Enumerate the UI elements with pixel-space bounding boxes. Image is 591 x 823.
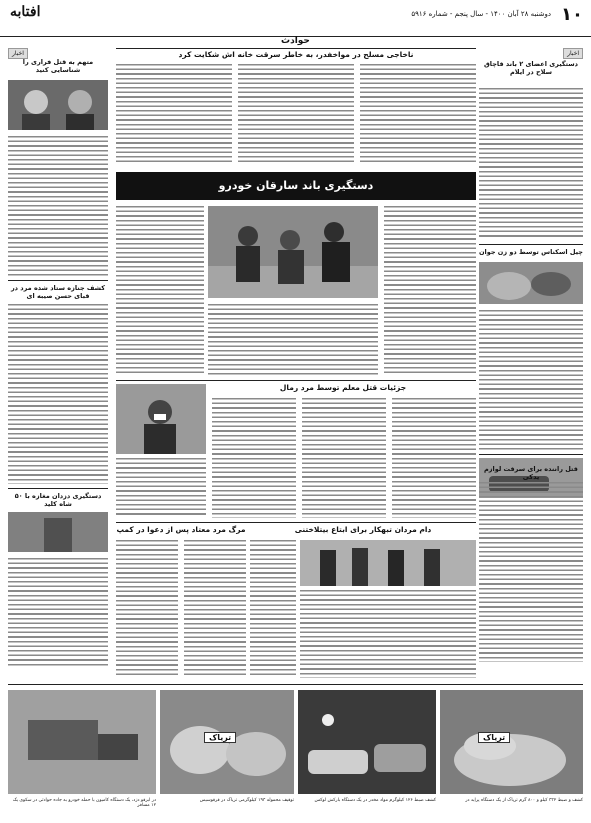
night-cars-image xyxy=(298,690,436,794)
right-column-tag: اخبار xyxy=(563,48,583,59)
photo-strip-1 xyxy=(440,690,583,794)
right-story1-headline: دستگیری اعضای ۲ باند قاچاق سلاح در ایلام xyxy=(483,60,579,76)
lead-story-text xyxy=(116,206,204,376)
left-story1-text xyxy=(8,136,108,276)
right-story2-photo xyxy=(479,262,583,304)
photo-strip-1-caption: کشف و ضبط ۳۳۲ کیلو و ۸۰۰ گرم تریاک از یک دستگاه پراید در xyxy=(465,798,583,803)
photo-strip-4-caption: در ابرقو دزد، یک دستگاه کامیون با حمله خودرو به جاده حوادثی در سکوی یک ۱۲ مسافر xyxy=(12,798,156,808)
mid-story-photo xyxy=(116,384,206,454)
left-story2-headline: کشف جنازه ستاد شده مرد در قبای حسن صیبه ای xyxy=(10,284,106,300)
top-story-text xyxy=(116,64,232,164)
bottom-story-right-text xyxy=(300,590,476,678)
left-story3-photo xyxy=(8,512,108,552)
mid-story-text xyxy=(116,458,206,518)
hands-money-image xyxy=(479,262,583,304)
right-story2-headline: چیل اسکناس توسط دو زن جوان xyxy=(479,248,583,256)
divider xyxy=(116,48,476,49)
right-story1-text xyxy=(479,88,583,238)
masthead xyxy=(0,0,591,37)
shop-door-image xyxy=(8,512,108,552)
top-story-text xyxy=(238,64,354,164)
page-number: ۱۰ xyxy=(561,4,583,25)
left-story1-headline: متهم به قتل فراری را شناسایی کنید xyxy=(22,58,94,74)
bottom-story-mid-headline: مرگ مرد معتاد پس از دعوا در کمپ xyxy=(116,525,246,534)
right-story2-text xyxy=(479,310,583,450)
suspect-portraits-image xyxy=(8,80,108,130)
divider xyxy=(116,380,476,381)
bottom-story-mid-text xyxy=(116,540,178,678)
top-story xyxy=(116,48,476,168)
newspaper-logo: افتابه xyxy=(10,4,41,20)
mid-story-text xyxy=(302,398,386,518)
divider xyxy=(479,244,583,245)
date-line: دوشنبه ۲۸ آبان ۱۴۰۰ - سال پنجم - شماره ۵۹۱۶ xyxy=(411,10,551,18)
mid-story-headline: جزئیات قتل معلم توسط مرد رمال xyxy=(279,383,407,392)
photo-strip-3-caption: توقیف محموله ۱۹۳ کیلوگرمی تریاک در قرقوسیس xyxy=(199,798,294,803)
top-story-headline: ناخاجی مسلح در مواخفدر، به خاطر سرقت خانه اش شکایت کرد xyxy=(178,50,414,59)
mid-story-text xyxy=(212,398,296,518)
lead-story-photo xyxy=(208,206,378,298)
bottom-story-right-headline: دام مردان تبهکار برای ابتاع بیتلاختنی xyxy=(294,525,432,534)
right-story3-headline: قتل راننده برای سرقت لوازم یدکی xyxy=(484,465,578,481)
left-story1-photo xyxy=(8,80,108,130)
photo-strip-3-label: تریاک xyxy=(204,732,236,743)
lead-story-headline: دستگیری باند سارقان خودرو xyxy=(218,179,374,192)
left-story2-text xyxy=(8,304,108,484)
left-column xyxy=(8,48,108,668)
left-story3-text xyxy=(8,558,108,668)
divider xyxy=(479,454,583,455)
lead-story-text xyxy=(208,304,378,376)
bottom-story-mid-text xyxy=(184,540,246,678)
top-story-text xyxy=(360,64,476,164)
divider xyxy=(8,684,583,685)
photo-strip-1-label: تریاک xyxy=(478,732,510,743)
divider xyxy=(8,280,108,281)
masked-man-image xyxy=(116,384,206,454)
photo-strip-2 xyxy=(298,690,436,794)
opium-bags-image xyxy=(440,690,583,794)
lead-story-text xyxy=(384,206,476,376)
mid-story-text xyxy=(392,398,476,518)
divider xyxy=(116,522,476,523)
right-story3-text xyxy=(479,482,583,662)
left-column-tag: اخبار xyxy=(8,48,28,59)
left-story3-headline: دستگیری دزدان مغازه با ۵۰ شاه کلید xyxy=(14,492,102,508)
photo-strip-4 xyxy=(8,690,156,794)
section-title: حوادث xyxy=(281,36,310,46)
divider xyxy=(8,488,108,489)
crash-scene-image xyxy=(8,690,156,794)
bottom-story-right-photo xyxy=(300,540,476,586)
suspects-lineup-image xyxy=(300,540,476,586)
arrested-suspects-image xyxy=(208,206,378,298)
bottom-story-right-text xyxy=(250,540,296,678)
lead-story-banner xyxy=(116,172,476,200)
right-column xyxy=(479,48,583,478)
photo-strip-2-caption: کشف ضبط ۱۲۶ کیلوگرم مواد مخدر در یک دستگاه بارکش لوکس xyxy=(314,798,436,803)
